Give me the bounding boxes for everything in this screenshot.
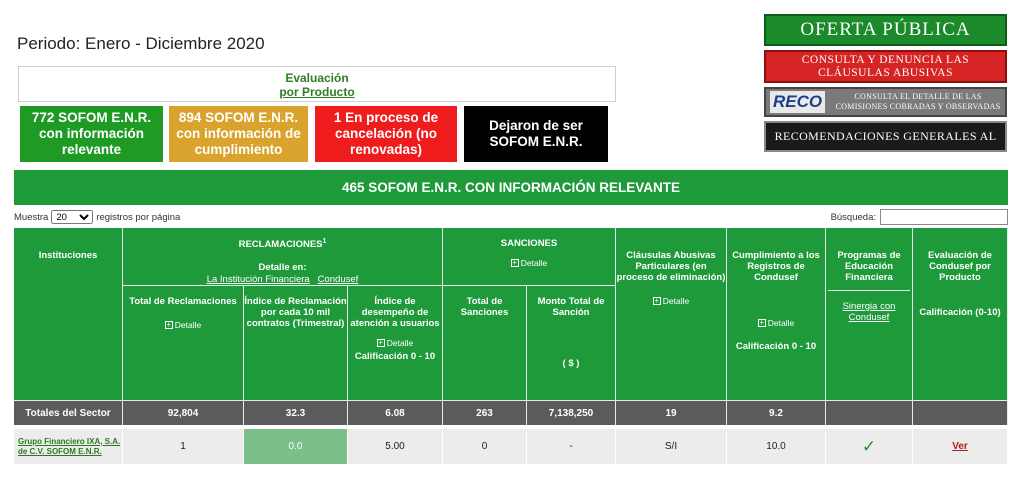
header-sanciones bbox=[443, 228, 616, 286]
desempeno-detalle-label: Detalle bbox=[386, 337, 414, 348]
sanciones-detalle-label: Detalle bbox=[520, 258, 548, 268]
row-indice-desempeno: 5.00 bbox=[348, 429, 443, 464]
oferta-publica-banner[interactable]: OFERTA PÚBLICA bbox=[764, 14, 1007, 46]
clausulas-abusivas-banner[interactable]: CONSULTA Y DENUNCIA LAS CLÁUSULAS ABUSIVAS bbox=[764, 50, 1007, 83]
page-size-select[interactable] bbox=[51, 210, 93, 224]
row-evaluacion bbox=[913, 429, 1008, 464]
sinergia-condusef-link[interactable]: Sinergia con Condusef bbox=[842, 301, 896, 323]
table-controls bbox=[14, 209, 1008, 225]
totales-indice-desempeno: 6.08 bbox=[348, 401, 443, 425]
reclamaciones-detalle-label: Detalle bbox=[174, 319, 202, 330]
sanciones-detalle-button[interactable] bbox=[511, 258, 547, 268]
row-monto-sancion: - bbox=[527, 429, 616, 464]
header-indice-reclamacion bbox=[244, 286, 348, 401]
header-cumplimiento bbox=[727, 228, 826, 401]
detalle-institucion-link[interactable]: La Institución Financiera bbox=[206, 274, 310, 286]
totales-total-reclamaciones: 92,804 bbox=[123, 401, 244, 425]
clausulas-detalle-button[interactable] bbox=[653, 296, 689, 307]
detalle-en-label: Detalle en: bbox=[258, 262, 307, 274]
totales-total-sanciones: 263 bbox=[443, 401, 527, 425]
header-programas bbox=[826, 228, 913, 401]
reclamaciones-title: RECLAMACIONES$^1$ bbox=[238, 238, 327, 251]
header-total-sanciones bbox=[443, 286, 527, 401]
plus-icon: + bbox=[512, 258, 518, 267]
indice-reclamacion-title: Índice de Reclamación por cada 10 mil contratos (Trimestral) bbox=[244, 296, 347, 329]
clausulas-detalle-label: Detalle bbox=[662, 295, 690, 306]
reco-banner[interactable] bbox=[764, 87, 1007, 117]
header-instituciones bbox=[14, 228, 123, 401]
evaluacion-calificacion: Calificación (0-10) bbox=[919, 307, 1001, 318]
stat-proceso-cancelacion[interactable]: 1 En proceso de cancelación (no renovadas) bbox=[315, 106, 457, 162]
cumplimiento-detalle-button[interactable] bbox=[758, 318, 794, 329]
header-reclamaciones bbox=[123, 228, 443, 286]
plus-icon: + bbox=[654, 296, 660, 305]
row-cumplimiento: 10.0 bbox=[727, 429, 826, 464]
sanciones-title: SANCIONES bbox=[500, 238, 558, 249]
totales-cumplimiento: 9.2 bbox=[727, 401, 826, 425]
header-monto-sancion bbox=[527, 286, 616, 401]
reclamaciones-detalle-button[interactable] bbox=[165, 320, 201, 331]
section-title: 465 SOFOM E.N.R. CON INFORMACIÓN RELEVANTE bbox=[14, 170, 1008, 205]
totales-evaluacion bbox=[913, 401, 1008, 425]
detalle-condusef-link[interactable]: Condusef bbox=[317, 274, 359, 286]
row-programas bbox=[826, 429, 913, 464]
row-clausulas: S/I bbox=[616, 429, 727, 464]
reco-logo: RECO bbox=[770, 91, 825, 113]
indice-desempeno-title: Índice de desempeño de atención a usuarios bbox=[350, 296, 440, 329]
evaluacion-title: Evaluación bbox=[285, 71, 349, 85]
header-indice-desempeno bbox=[348, 286, 443, 401]
programas-title: Programas de Educación Financiera bbox=[837, 250, 901, 283]
plus-icon: + bbox=[166, 320, 172, 329]
header-instituciones-label: Instituciones bbox=[38, 250, 98, 261]
search-input[interactable] bbox=[880, 209, 1008, 225]
desempeno-detalle-button[interactable] bbox=[377, 338, 413, 349]
cumplimiento-calificacion: Calificación 0 - 10 bbox=[735, 340, 817, 352]
total-reclamaciones-title: Total de Reclamaciones bbox=[129, 296, 237, 307]
recomendaciones-banner[interactable]: RECOMENDACIONES GENERALES AL SECTOR bbox=[764, 121, 1007, 152]
checkmark-icon: ✓ bbox=[861, 436, 877, 456]
reco-text: CONSULTA EL DETALLE DE LAS COMISIONES COBRADAS Y OBSERVADAS bbox=[835, 92, 1001, 111]
totales-label: Totales del Sector bbox=[14, 401, 123, 425]
total-sanciones-title: Total de Sanciones bbox=[460, 296, 509, 318]
stat-informacion-relevante[interactable]: 772 SOFOM E.N.R. con información relevante bbox=[20, 106, 163, 162]
stat-dejaron-sofom[interactable]: Dejaron de ser SOFOM E.N.R. bbox=[464, 106, 608, 162]
header-evaluacion bbox=[913, 228, 1008, 401]
row-total-reclamaciones: 1 bbox=[123, 429, 244, 464]
evaluacion-header-title: Evaluación de Condusef por Producto bbox=[928, 250, 992, 283]
totales-programas bbox=[826, 401, 913, 425]
plus-icon: + bbox=[378, 338, 384, 347]
registros-label: registros por página bbox=[96, 211, 181, 223]
totales-monto-sancion: 7,138,250 bbox=[527, 401, 616, 425]
row-indice-reclamacion: 0.0 bbox=[244, 429, 348, 464]
ver-link[interactable]: Ver bbox=[952, 441, 968, 452]
evaluacion-box bbox=[18, 66, 616, 102]
periodo-title: Periodo: Enero - Diciembre 2020 bbox=[17, 34, 265, 53]
totales-indice-reclamacion: 32.3 bbox=[244, 401, 348, 425]
monto-sancion-title: Monto Total de Sanción bbox=[537, 296, 605, 318]
header-total-reclamaciones bbox=[123, 286, 244, 401]
cumplimiento-title: Cumplimiento a los Registros de Condusef bbox=[732, 250, 820, 283]
evaluacion-por-producto-link[interactable]: por Producto bbox=[279, 85, 355, 99]
busqueda-label: Búsqueda: bbox=[830, 211, 876, 223]
muestra-label: Muestra bbox=[14, 211, 49, 223]
monto-unit: ( $ ) bbox=[562, 358, 580, 369]
header-clausulas bbox=[616, 228, 727, 401]
row-total-sanciones: 0 bbox=[443, 429, 527, 464]
cumplimiento-detalle-label: Detalle bbox=[767, 317, 795, 328]
stat-informacion-cumplimiento[interactable]: 894 SOFOM E.N.R. con información de cumplimiento bbox=[169, 106, 308, 162]
plus-icon: + bbox=[759, 318, 765, 327]
clausulas-title: Cláusulas Abusivas Particulares (en proceso de eliminación) bbox=[616, 250, 726, 283]
desempeno-calificacion: Calificación 0 - 10 bbox=[354, 350, 436, 362]
totales-clausulas: 19 bbox=[616, 401, 727, 425]
institution-link[interactable]: Grupo Financiero IXA, S.A. de C.V. SOFOM E.N.R. bbox=[14, 429, 123, 464]
